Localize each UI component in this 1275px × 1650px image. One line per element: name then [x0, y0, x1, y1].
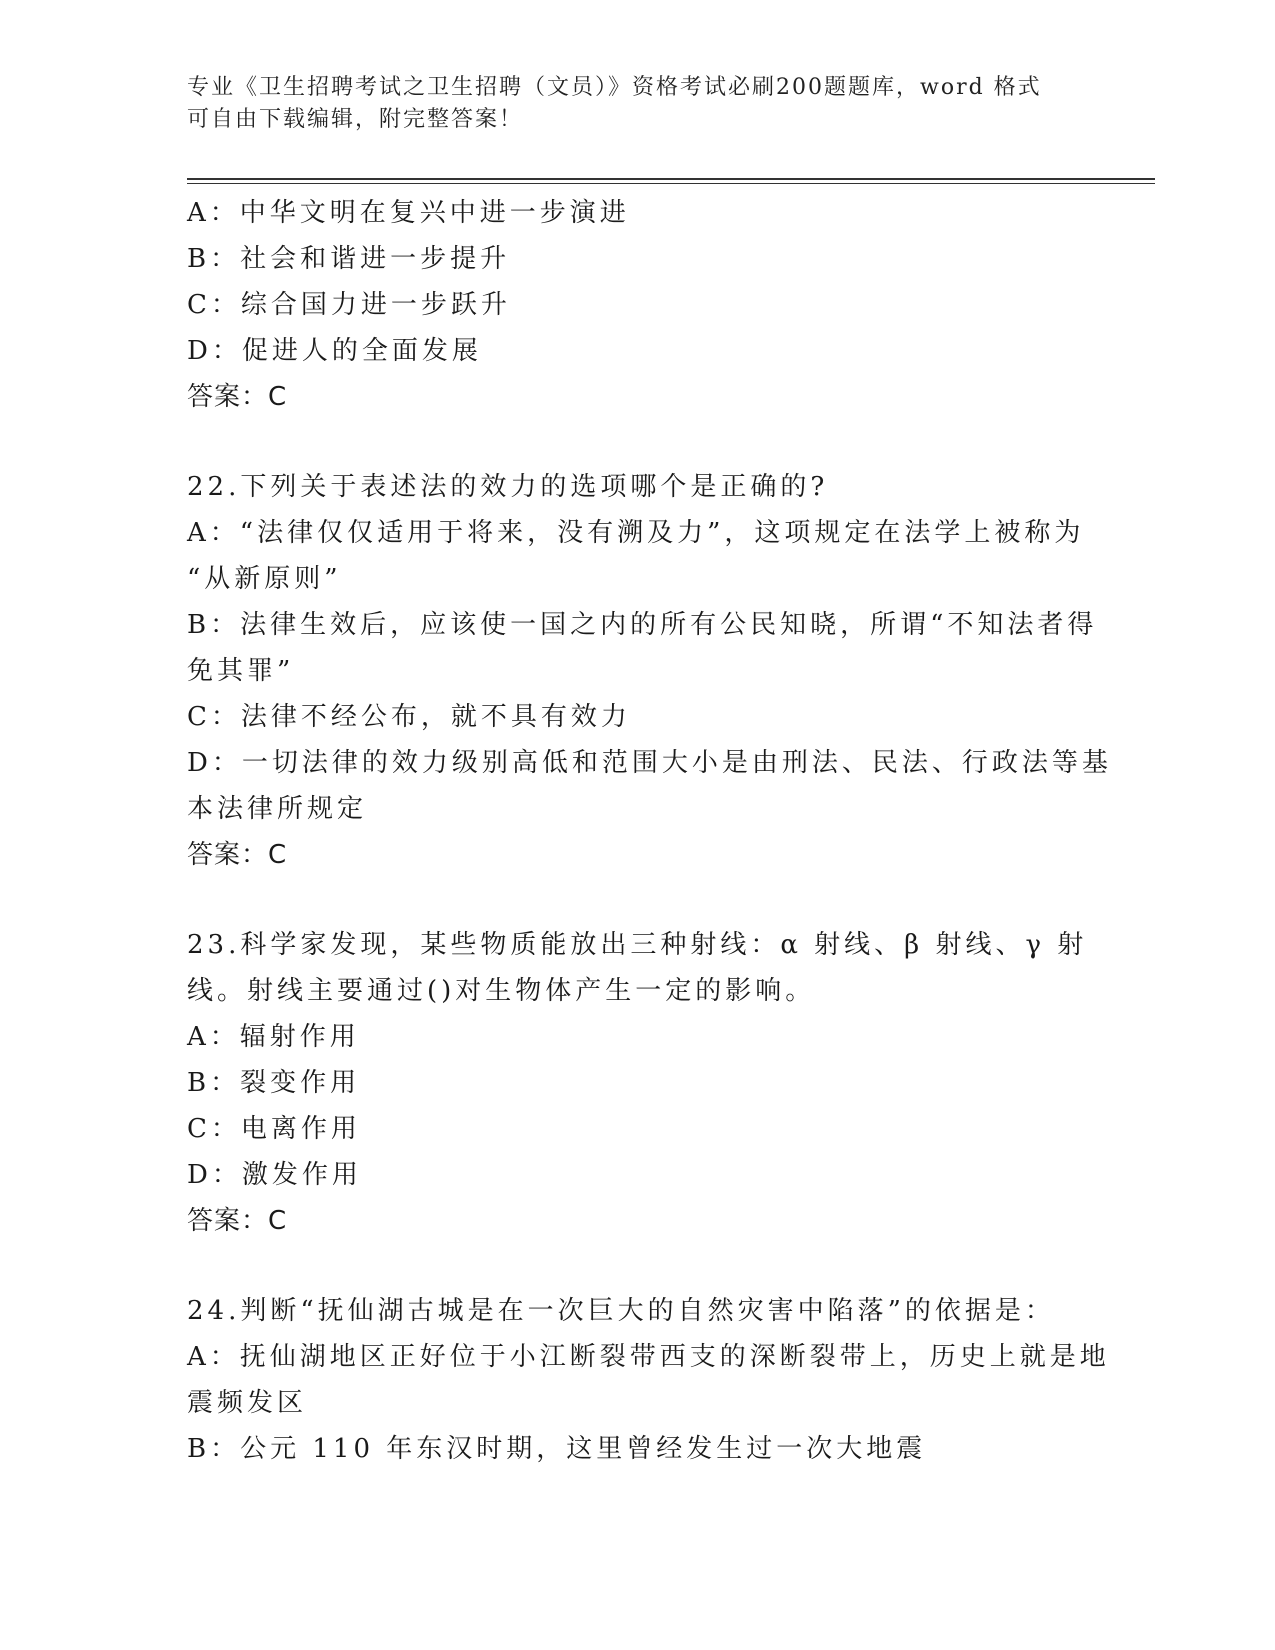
option-b: B：公元 110 年东汉时期，这里曾经发生过一次大地震: [187, 1434, 927, 1464]
option-d: D：激发作用: [187, 1160, 362, 1190]
option-a: A：“法律仅仅适用于将来，没有溯及力”，这项规定在法学上被称为: [187, 518, 1085, 548]
option-c: C：综合国力进一步跃升: [187, 290, 511, 320]
option-a: A：抚仙湖地区正好位于小江断裂带西支的深断裂带上，历史上就是地: [187, 1342, 1110, 1372]
option-b: B：裂变作用: [187, 1068, 361, 1098]
option-a-continued: “从新原则”: [187, 564, 342, 594]
question-stem-continued: 线。射线主要通过()对生物体产生一定的影响。: [187, 976, 816, 1006]
header-divider-thin: [187, 183, 1155, 184]
option-b: B：法律生效后，应该使一国之内的所有公民知晓，所谓“不知法者得: [187, 610, 1098, 640]
answer-line: 答案：C: [187, 840, 288, 870]
header-divider-thick: [187, 178, 1155, 180]
question-stem: 24.判断“抚仙湖古城是在一次巨大的自然灾害中陷落”的依据是：: [187, 1296, 1055, 1326]
option-c: C：法律不经公布，就不具有效力: [187, 702, 631, 732]
option-a: A：辐射作用: [187, 1022, 360, 1052]
question-stem: 22.下列关于表述法的效力的选项哪个是正确的?: [187, 472, 829, 502]
answer-line: 答案：C: [187, 382, 288, 412]
option-b: B：社会和谐进一步提升: [187, 244, 511, 274]
option-b-continued: 免其罪”: [187, 656, 295, 686]
question-22: [187, 464, 1112, 878]
question-spacer: [187, 878, 1087, 922]
answer-line: 答案：C: [187, 1206, 288, 1236]
question-content: [187, 190, 1112, 1472]
document-header: [187, 72, 1067, 136]
option-c: C：电离作用: [187, 1114, 361, 1144]
header-title-line-1: 专业《卫生招聘考试之卫生招聘（文员）》资格考试必刷200题题库，word 格式: [187, 75, 1042, 100]
question-21: [187, 190, 1087, 420]
option-a: A：中华文明在复兴中进一步演进: [187, 198, 630, 228]
option-d: D：一切法律的效力级别高低和范围大小是由刑法、民法、行政法等基: [187, 748, 1112, 778]
option-a-continued: 震频发区: [187, 1388, 308, 1418]
header-title-line-2: 可自由下载编辑，附完整答案！: [187, 107, 524, 132]
option-d-continued: 本法律所规定: [187, 794, 368, 824]
question-24: [187, 1288, 1110, 1472]
question-stem: 23.科学家发现，某些物质能放出三种射线：α 射线、β 射线、γ 射: [187, 930, 1088, 960]
question-23: [187, 922, 1087, 1244]
question-spacer: [187, 420, 1087, 464]
question-spacer: [187, 1244, 1087, 1288]
option-d: D：促进人的全面发展: [187, 336, 482, 366]
